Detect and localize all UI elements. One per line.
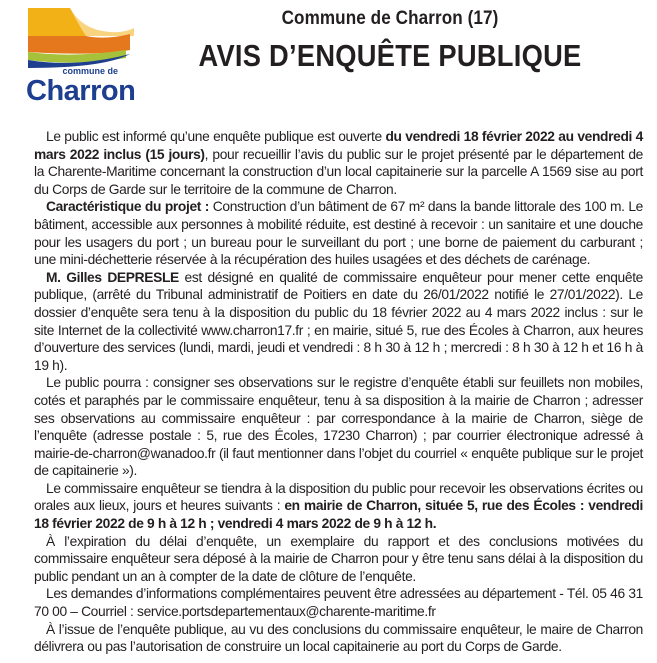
commissioner-name: M. Gilles DEPRESLE <box>46 269 179 285</box>
notice-body <box>34 128 643 656</box>
paragraph-permanences: Le commissaire enquêteur se tiendra à la disposition du public pour recevoir les observations écrites ou orales aux lieux, jours et heures suivants : en mairie de Charron, située 5, rue des Écoles : vendredi 18 février 2022 de 9 h à 12 h ; vendredi 4 mars 2022 de 9 h à 12 h. <box>34 480 643 532</box>
paragraph-project: Caractéristique du projet : Construction d’un bâtiment de 67 m² dans la bande littorale des 100 m. Le bâtiment, accessible aux personnes à mobilité réduite, est destiné à recevoir : un sanitaire et une douche pour les usagers du port ; un bureau pour le surveillant du port ; une borne de paiement du carburant ; une mini-déchetterie réservée à la récupération des huiles usagées et des déchets de carénage. <box>34 199 644 268</box>
charron-logo-graphic <box>14 6 146 106</box>
permanence-dates: en mairie de Charron, située 5, rue des Écoles : vendredi 18 février 2022 de 9 h à 12 h ; vendredi 4 mars 2022 de 9 h à 12 h. <box>34 498 643 532</box>
logo-tagline: commune de <box>62 66 118 76</box>
logo-name: Charron <box>26 75 136 106</box>
paragraph-commissioner: M. Gilles DEPRESLE est désigné en qualité de commissaire enquêteur pour mener cette enquête publique, (arrêté du Tribunal administratif de Poitiers en date du 26/01/2022 notifié le 27/01/2022). Le dossier d’enquête sera tenu à la disposition du public du 18 février 2022 au 4 mars 2022 inclus : sur le site Internet de la collectivité www.charron17.fr ; en mairie, situé 5, rue des Écoles à Charron, aux heures d’ouverture des services (lundi, mardi, jeudi et vendredi : 8 h 30 à 12 h ; mercredi : 8 h 30 à 12 h et 16 h à 19 h). <box>34 269 643 373</box>
paragraph-contact: Les demandes d’informations complémentaires peuvent être adressées au département - Tél. 05 46 31 70 00 – Courriel : service.portsdepartementaux@charente-maritime.fr <box>34 586 643 620</box>
paragraph-report: À l’expiration du délai d’enquête, un exemplaire du rapport et des conclusions motivées du commissaire enquêteur sera déposé à la mairie de Charron pour y être tenu sans délai à la disposition du public pendant un an à compter de la date de clôture de l’enquête. <box>34 533 643 584</box>
project-label: Caractéristique du projet : <box>46 199 210 215</box>
paragraph-observations: Le public pourra : consigner ses observations sur le registre d’enquête établi sur feuillets non mobiles, cotés et paraphés par le commissaire enquêteur, tenu à sa disposition à la mairie de Charron ; adresser ses observations au commissaire enquêteur : par correspondance à la mairie de Charron, siège de l’enquête (adresse postale : 5, rue des Écoles, 17230 Charron) ; par courrier électronique adressé à mairie-de-charron@wanadoo.fr (il faut mentionner dans l’objet du courriel « enquête publique sur le projet de capitainerie »). <box>34 375 643 479</box>
paragraph-opening: Le public est informé qu’une enquête publique est ouverte du vendredi 18 février 2022 au vendredi 4 mars 2022 inclus (15 jours), pour recueillir l’avis du public sur le projet présenté par le département de la Charente-Maritime concernant la construction d’un local capitainerie sur la parcelle A 1569 sise au port du Corps de Garde sur le territoire de la commune de Charron. <box>34 129 643 197</box>
commune-heading: Commune de Charron (17) <box>281 8 499 29</box>
paragraph-conclusion: À l’issue de l’enquête publique, au vu des conclusions du commissaire enquêteur, le maire de Charron délivrera ou pas l’autorisation de construire un local capitainerie au port du Corps de Garde. <box>34 621 643 655</box>
notice-title: AVIS D’ENQUÊTE PUBLIQUE <box>198 38 582 73</box>
enquiry-dates: du vendredi 18 février 2022 au vendredi 4 mars 2022 inclus (15 jours) <box>34 129 643 162</box>
logo-orange-band <box>28 34 130 54</box>
charron-logo <box>14 6 146 106</box>
